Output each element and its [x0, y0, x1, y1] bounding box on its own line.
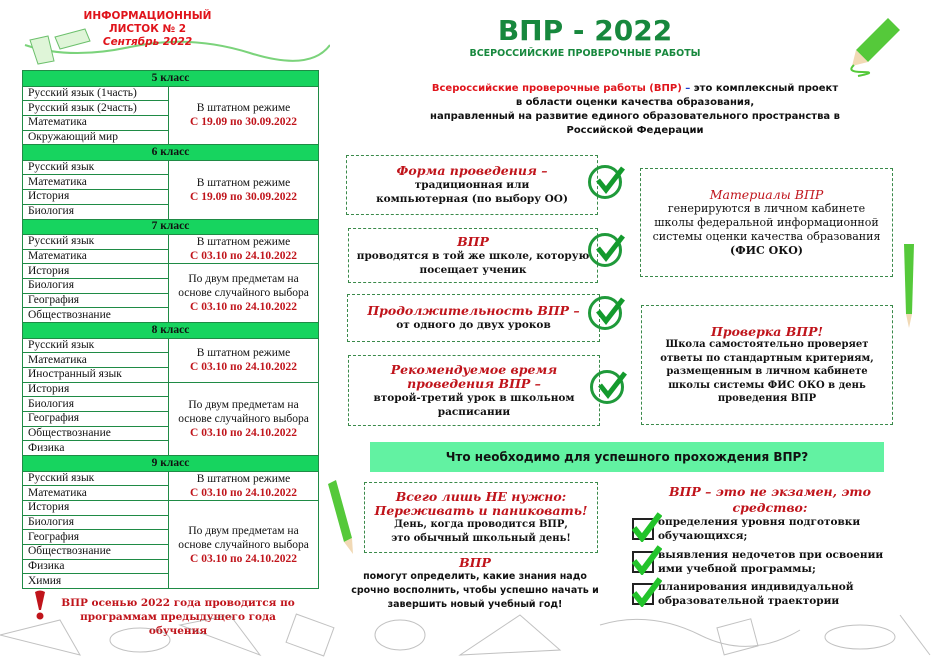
subject-cell: География: [23, 530, 169, 545]
check-box: [641, 305, 893, 425]
tool-item-text: планирования индивидуальной образовательной траектории: [658, 581, 854, 607]
dates-text: С 03.10 по 24.10.2022: [190, 426, 297, 439]
fact-title: Форма проведения –: [396, 163, 548, 178]
mode-text: В штатном режиме: [196, 347, 291, 360]
subject-cell: Физика: [23, 559, 169, 574]
intro-highlight: Всероссийские проверочные работы (ВПР): [431, 83, 682, 94]
dont-panic-box: [364, 482, 598, 553]
fact-text: от одного до двух уроков: [396, 319, 551, 331]
check-circle-icon: [588, 296, 622, 330]
mode-cell: [169, 160, 319, 219]
table-row: [23, 86, 319, 101]
fact-title: Продолжительность ВПР –: [367, 303, 580, 318]
subject-cell: Биология: [23, 515, 169, 530]
subject-cell: Русский язык (2часть): [23, 101, 169, 116]
fact-title: ВПР: [457, 233, 489, 249]
subject-cell: Математика: [23, 115, 169, 130]
table-row: [23, 235, 319, 250]
check-circle-icon: [588, 233, 622, 267]
mode-cell: [169, 86, 319, 145]
table-row: [23, 264, 319, 279]
subject-cell: Русский язык: [23, 235, 169, 250]
mode-text: В штатном режиме: [196, 236, 291, 249]
mode-cell: [169, 235, 319, 264]
checkbox-checked-icon: [632, 551, 654, 573]
mode-text: По двум предметам на основе случайного выбора: [178, 524, 309, 551]
fact-text: традиционная или компьютерная (по выбору ОО): [376, 179, 568, 205]
mode-text: По двум предметам на основе случайного выбора: [178, 273, 309, 300]
subject-cell: Иностранный язык: [23, 368, 169, 383]
note-line2: программам предыдущего года обучения: [80, 611, 276, 637]
fact-school: [348, 228, 598, 283]
table-row: [23, 160, 319, 175]
schedule-table: [22, 70, 319, 589]
tool-item-text: определения уровня подготовки обучающихся;: [658, 516, 861, 542]
mode-cell: [169, 338, 319, 382]
mode-text: По двум предметам на основе случайного выбора: [178, 398, 309, 425]
header-line1: ИНФОРМАЦИОННЫЙ: [83, 10, 212, 22]
subject-cell: Физика: [23, 441, 169, 456]
grade-header: 8 класс: [23, 323, 319, 339]
dont-title2: Переживать и паниковать!: [374, 502, 588, 518]
subject-cell: География: [23, 412, 169, 427]
fact-title: Рекомендуемое время проведения ВПР –: [390, 361, 558, 391]
subject-cell: Биология: [23, 204, 169, 219]
grade-header-row: [23, 219, 319, 235]
page-title: ВПР - 2022: [497, 14, 673, 47]
subject-cell: Русский язык: [23, 338, 169, 353]
mode-text: В штатном режиме: [196, 472, 291, 485]
intro-paragraph: [380, 82, 890, 138]
subject-cell: Русский язык (1часть): [23, 86, 169, 101]
check-circle-icon: [588, 165, 622, 199]
subject-cell: Русский язык: [23, 160, 169, 175]
vpr-help: [345, 556, 605, 612]
subject-cell: Обществознание: [23, 545, 169, 560]
grade-header: 6 класс: [23, 145, 319, 161]
intro-dash: –: [681, 83, 694, 94]
pencil-icon: [326, 478, 356, 558]
grade-header-row: [23, 323, 319, 339]
table-row: [23, 382, 319, 397]
materials-box: [640, 168, 893, 277]
subject-cell: История: [23, 264, 169, 279]
mode-cell: [169, 471, 319, 500]
tool-item-text: выявления недочетов при освоении ими учебной программы;: [658, 549, 884, 575]
fact-duration: [347, 294, 600, 342]
check-circle-icon: [590, 370, 624, 404]
intro-line3: направленный на развитие единого образовательного пространства в: [430, 111, 840, 122]
fact-form: [346, 155, 598, 215]
dates-text: С 03.10 по 24.10.2022: [190, 301, 297, 314]
vpr-help-text: помогут определить, какие знания надо срочно восполнить, чтобы успешно начать и завершить новый учебный год!: [351, 571, 599, 610]
dates-text: С 03.10 по 24.10.2022: [190, 250, 297, 263]
fact-text: проводятся в той же школе, которую посещает ученик: [356, 249, 590, 276]
dont-title1: Всего лишь НЕ нужно:: [395, 488, 567, 504]
subject-cell: Окружающий мир: [23, 130, 169, 145]
subject-cell: История: [23, 190, 169, 205]
note-line1: ВПР осенью 2022 года проводится по: [61, 597, 295, 609]
fact-time: [348, 355, 600, 426]
tool-item: [632, 515, 892, 543]
subject-cell: Математика: [23, 486, 169, 501]
vpr-help-title: ВПР: [459, 555, 491, 570]
materials-text: генерируются в личном кабинете школы федеральной информационной системы оценки качества образования: [652, 201, 881, 243]
intro-rest: это комплексный проект: [693, 83, 839, 94]
header-line2: ЛИСТОК № 2: [108, 23, 187, 35]
subject-cell: Обществознание: [23, 426, 169, 441]
dates-text: С 19.09 по 30.09.2022: [190, 190, 297, 203]
tool-item: [632, 580, 892, 608]
subject-cell: Математика: [23, 353, 169, 368]
grade-header-row: [23, 71, 319, 87]
mode-cell: [169, 382, 319, 455]
subject-cell: История: [23, 501, 169, 516]
math-doodle-border: [0, 605, 935, 661]
fact-text: второй-третий урок в школьном расписании: [373, 391, 575, 418]
check-text: Школа самостоятельно проверяет ответы по стандартным критериям, размещенным в личном кабинете школы системы ФИС ОКО в день проведения ВПР: [660, 339, 874, 404]
subject-cell: Биология: [23, 397, 169, 412]
mode-cell: [169, 501, 319, 589]
mode-cell: [169, 264, 319, 323]
materials-title: Материалы ВПР: [709, 186, 824, 202]
grade-header: 7 класс: [23, 219, 319, 235]
checkbox-checked-icon: [632, 583, 654, 605]
checkbox-checked-icon: [632, 518, 654, 540]
dates-text: С 03.10 по 24.10.2022: [190, 552, 297, 565]
mode-text: В штатном режиме: [196, 176, 291, 189]
subject-cell: География: [23, 293, 169, 308]
subject-cell: Математика: [23, 175, 169, 190]
table-row: [23, 471, 319, 486]
success-banner: Что необходимо для успешного прохождения ВПР?: [370, 442, 884, 472]
page-subtitle: ВСЕРОССИЙСКИЕ ПРОВЕРОЧНЫЕ РАБОТЫ: [469, 48, 701, 59]
subject-cell: Химия: [23, 574, 169, 589]
dont-text: День, когда проводится ВПР, это обычный школьный день!: [391, 518, 571, 544]
info-sheet-header: [60, 10, 235, 49]
subject-cell: История: [23, 382, 169, 397]
pencil-icon: [898, 242, 920, 332]
check-title: Проверка ВПР!: [711, 323, 823, 339]
table-row: [23, 338, 319, 353]
grade-header-row: [23, 456, 319, 472]
mode-text: В штатном режиме: [196, 102, 291, 115]
grade-header: 9 класс: [23, 456, 319, 472]
materials-abbr: (ФИС ОКО): [730, 243, 803, 257]
subject-cell: Биология: [23, 279, 169, 294]
dates-text: С 19.09 по 30.09.2022: [190, 116, 297, 129]
pencil-icon: [848, 10, 908, 80]
subject-cell: Русский язык: [23, 471, 169, 486]
grade-header: 5 класс: [23, 71, 319, 87]
header-date: Сентябрь 2022: [102, 36, 193, 48]
tool-item: [632, 548, 892, 576]
table-row: [23, 501, 319, 516]
dates-text: С 03.10 по 24.10.2022: [190, 361, 297, 374]
dates-text: С 03.10 по 24.10.2022: [190, 486, 297, 499]
subject-cell: Обществознание: [23, 308, 169, 323]
grade-header-row: [23, 145, 319, 161]
intro-line2: в области оценки качества образования,: [515, 97, 755, 108]
tool-title: ВПР – это не экзамен, это средство:: [668, 484, 871, 515]
subject-cell: Математика: [23, 249, 169, 264]
intro-line4: Российской Федерации: [566, 125, 704, 136]
